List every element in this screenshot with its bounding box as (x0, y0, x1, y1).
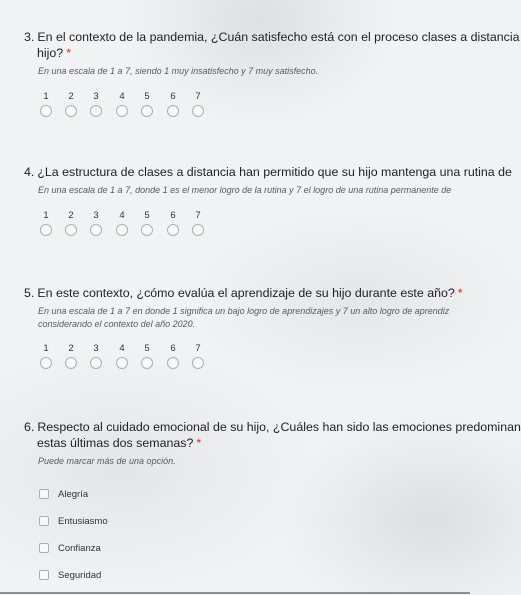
question-number: 6. (24, 420, 35, 434)
radio-button[interactable] (90, 105, 102, 117)
scale-label: 4 (119, 343, 125, 354)
scale-option-6[interactable] (167, 342, 179, 369)
scale-option-7[interactable] (192, 90, 204, 117)
checkbox[interactable] (39, 489, 49, 499)
question-5-description (24, 305, 484, 330)
checkbox[interactable] (39, 570, 49, 580)
question-text-line1: Respecto al cuidado emocional de su hijo, ¿Cuáles han sido las emociones predominan (37, 420, 521, 434)
required-asterisk: * (196, 436, 202, 450)
checkbox-option-seguridad[interactable] (39, 562, 484, 589)
checkbox-label[interactable]: Seguridad (58, 569, 102, 581)
radio-button[interactable] (65, 105, 77, 117)
radio-button[interactable] (116, 105, 128, 117)
checkbox-option-alegria[interactable] (39, 481, 484, 508)
checkbox-option-confianza[interactable] (39, 535, 484, 562)
linear-scale (24, 342, 484, 372)
question-3-title (24, 29, 520, 61)
question-4-description: En una escala de 1 a 7, donde 1 es el menor logro de la rutina y 7 el logro de una rutina permanente de (38, 185, 452, 195)
scale-label: 4 (119, 209, 125, 221)
bottom-divider (0, 592, 470, 594)
scale-option-7[interactable] (192, 209, 204, 236)
scale-label: 4 (119, 90, 125, 102)
scale-label: 3 (93, 90, 99, 102)
scale-label: 7 (195, 209, 201, 221)
question-6-title (24, 419, 521, 451)
question-text-line2: hijo? (37, 46, 64, 60)
required-asterisk: * (66, 46, 72, 60)
scale-option-5[interactable] (141, 342, 153, 369)
question-5-title (24, 285, 484, 301)
scale-label: 2 (68, 343, 74, 354)
scale-option-1[interactable] (40, 209, 52, 236)
required-asterisk: * (457, 286, 463, 300)
checkbox-label[interactable]: Alegría (58, 488, 89, 500)
scale-label: 2 (68, 90, 74, 102)
scale-option-6[interactable] (167, 209, 179, 236)
description-line: considerando el contexto del año 2020. (38, 318, 196, 329)
scale-option-3[interactable] (90, 209, 102, 236)
question-5 (24, 285, 484, 372)
scale-label: 6 (170, 90, 176, 102)
question-3-description: En una escala de 1 a 7, siendo 1 muy insatisfecho y 7 muy satisfecho. (38, 66, 319, 76)
radio-button[interactable] (141, 224, 153, 236)
question-4 (24, 164, 512, 239)
scale-option-4[interactable] (116, 342, 128, 369)
checkbox-label[interactable]: Entusiasmo (58, 515, 108, 527)
scale-option-6[interactable] (167, 90, 179, 117)
question-4-title (24, 164, 512, 180)
radio-button[interactable] (192, 224, 204, 236)
scale-label: 3 (93, 209, 99, 221)
question-text-line1: ¿La estructura de clases a distancia han permitido que su hijo mantenga una rutina de (37, 165, 512, 179)
scale-option-2[interactable] (65, 342, 77, 369)
question-6-description: Puede marcar más de una opción. (38, 456, 176, 466)
checkbox[interactable] (39, 516, 49, 526)
question-text-line2: estas últimas dos semanas? (37, 436, 194, 450)
checkbox-option-entusiasmo[interactable] (39, 508, 484, 535)
checkbox-group (24, 481, 484, 589)
scale-option-1[interactable] (40, 342, 52, 369)
checkbox[interactable] (39, 543, 49, 553)
question-number: 3. (24, 30, 35, 44)
radio-button[interactable] (192, 105, 204, 117)
scale-label: 1 (43, 209, 49, 221)
scale-label: 2 (68, 209, 74, 221)
radio-button[interactable] (116, 357, 128, 369)
scale-option-3[interactable] (90, 90, 102, 117)
radio-button[interactable] (40, 357, 52, 369)
scale-option-1[interactable] (40, 90, 52, 117)
scale-label: 5 (144, 343, 150, 354)
radio-button[interactable] (141, 357, 153, 369)
scale-label: 6 (170, 343, 176, 354)
scale-label: 7 (195, 90, 201, 102)
radio-button[interactable] (65, 357, 77, 369)
question-text-line1: En este contexto, ¿cómo evalúa el aprendizaje de su hijo durante este año? (37, 286, 455, 300)
radio-button[interactable] (40, 105, 52, 117)
scale-label: 6 (170, 209, 176, 221)
scale-option-5[interactable] (141, 209, 153, 236)
scale-option-2[interactable] (65, 209, 77, 236)
scale-label: 1 (43, 90, 49, 102)
scale-option-5[interactable] (141, 90, 153, 117)
description-line: En una escala de 1 a 7 en donde 1 significa un bajo logro de aprendizajes y 7 un alto logro de aprendiz (38, 306, 450, 316)
scale-label: 5 (144, 90, 150, 102)
linear-scale (24, 90, 484, 120)
scale-option-7[interactable] (192, 342, 204, 369)
scale-label: 1 (43, 343, 49, 354)
linear-scale (24, 209, 484, 239)
radio-button[interactable] (90, 224, 102, 236)
radio-button[interactable] (90, 357, 102, 369)
scale-option-4[interactable] (116, 209, 128, 236)
radio-button[interactable] (116, 224, 128, 236)
radio-button[interactable] (167, 224, 179, 236)
radio-button[interactable] (141, 105, 153, 117)
scale-label: 5 (144, 209, 150, 221)
scale-label: 3 (93, 343, 99, 354)
scale-option-3[interactable] (90, 342, 102, 369)
radio-button[interactable] (167, 105, 179, 117)
question-6 (24, 419, 521, 589)
scale-option-2[interactable] (65, 90, 77, 117)
scale-option-4[interactable] (116, 90, 128, 117)
question-text-line1: En el contexto de la pandemia, ¿Cuán satisfecho está con el proceso clases a distancia (37, 30, 520, 44)
question-3 (24, 29, 520, 120)
radio-button[interactable] (40, 224, 52, 236)
radio-button[interactable] (167, 357, 179, 369)
radio-button[interactable] (65, 224, 77, 236)
radio-button[interactable] (192, 357, 204, 369)
question-number: 5. (24, 286, 35, 300)
question-number: 4. (24, 165, 35, 179)
scale-label: 7 (195, 343, 201, 354)
checkbox-label[interactable]: Confianza (58, 542, 101, 554)
